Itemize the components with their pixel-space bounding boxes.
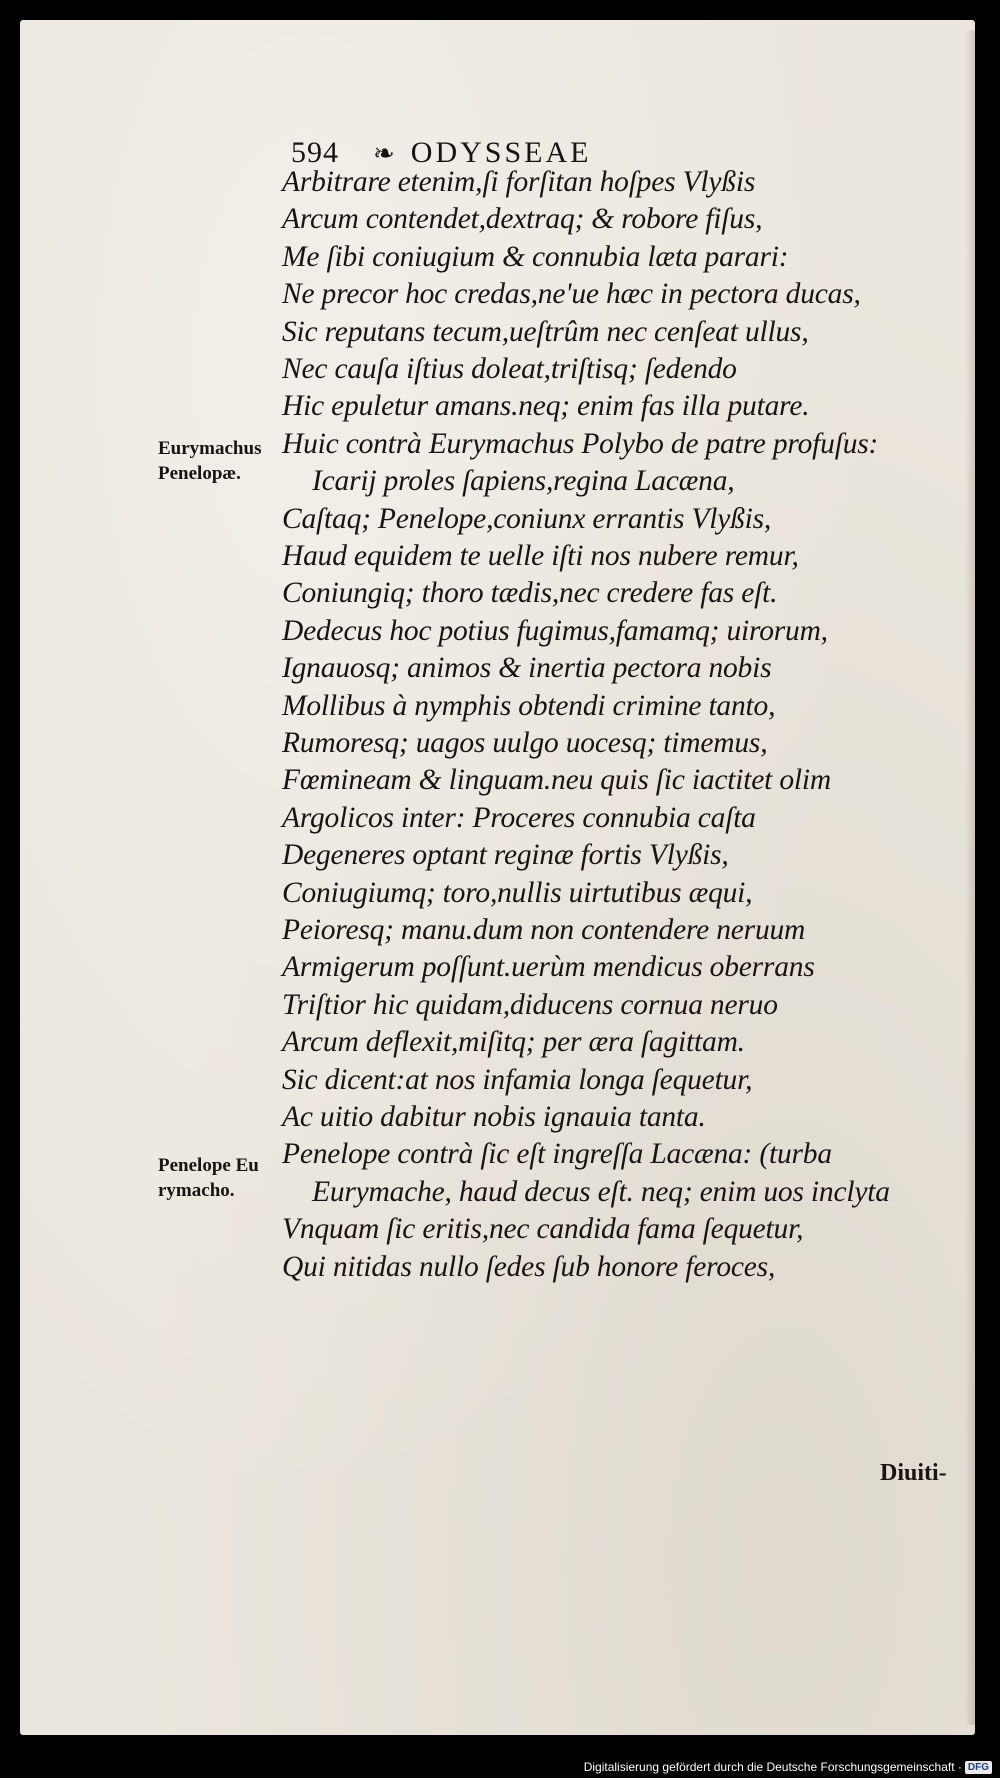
verse-line: Rumoresq; uagos uulgo uocesq; timemus, — [282, 727, 768, 759]
verse-line: Coniugiumq; toro,nullis uirtutibus æqui, — [282, 876, 753, 909]
verse-line: Huic contrà Eurymachus Polybo de patre profuſus: — [282, 427, 879, 460]
verse-line: Eurymache, haud decus eſt. neq; enim uos inclyta — [312, 1175, 890, 1208]
verse-line: Degeneres optant reginæ fortis Vlyßis, — [282, 839, 729, 872]
margin-note-penelope: Penelope Eu rymacho. — [158, 1155, 259, 1201]
verse-line: Argolicos inter: Proceres connubia caſta — [282, 801, 756, 834]
verse-line: Sic reputans tecum,ueſtrûm nec cenſeat ullus, — [282, 315, 809, 348]
verse-line: Arbitrare etenim,ſi forſitan hoſpes Vlyßis — [282, 166, 756, 198]
page-number: 594 — [291, 136, 339, 169]
running-title: ODYSSEAE — [410, 136, 592, 169]
verse-line: Ignauosq; animos & inertia pectora nobis — [282, 652, 772, 685]
verse-line: Vnquam ſic eritis,nec candida fama ſequetur, — [282, 1213, 804, 1246]
verse-line: Arcum deflexit,miſitq; per æra ſagittam. — [282, 1026, 745, 1059]
verse-line: Ac uitio dabitur nobis ignauia tanta. — [282, 1101, 706, 1133]
verse-line: Nec cauſa iſtius doleat,triſtisq; ſedendo — [282, 353, 737, 385]
fleuron-icon: ❧ — [373, 139, 395, 168]
verse-line: Sic dicent:at nos infamia longa ſequetur, — [282, 1063, 753, 1096]
verse-line: Peioresq; manu.dum non contendere neruum — [282, 914, 806, 946]
verse-line: Caſtaq; Penelope,coniunx errantis Vlyßis, — [282, 502, 772, 535]
digitization-credit — [584, 1760, 992, 1774]
verse-line: Armigerum poſſunt.uerùm mendicus oberrans — [282, 951, 815, 984]
verse-line: Qui nitidas nullo ſedes ſub honore feroces, — [282, 1250, 776, 1283]
verse-line: Icarij proles ſapiens,regina Lacæna, — [312, 465, 735, 498]
margin-note-eurymachus: Eurymachus Penelopæ. — [158, 438, 262, 484]
verse-line: Dedecus hoc potius fugimus,famamq; uirorum, — [282, 614, 828, 647]
verse-line: Me ſibi coniugium & connubia læta parari: — [282, 240, 789, 273]
dfg-logo: DFG — [965, 1761, 992, 1774]
verse-line: Penelope contrà ſic eſt ingreſſa Lacæna: (turba — [282, 1138, 832, 1171]
verse-line: Hic epuletur amans.neq; enim fas illa putare. — [282, 390, 810, 423]
verse-line: Arcum contendet,dextraq; & robore fiſus, — [282, 203, 763, 236]
catchword: Diuiti- — [880, 1460, 947, 1486]
verse-line: Triſtior hic quidam,diducens cornua neruo — [282, 988, 778, 1021]
verse-line: Coniungiq; thoro tædis,nec credere fas eſt. — [282, 577, 778, 610]
verse-line: Mollibus à nymphis obtendi crimine tanto, — [282, 689, 776, 722]
verse-line: Haud equidem te uelle iſti nos nubere remur, — [282, 540, 799, 572]
credit-text: Digitalisierung gefördert durch die Deutsche Forschungsgemeinschaft · — [583, 1759, 962, 1774]
page-edge-shadow — [965, 30, 975, 1725]
running-header — [291, 136, 591, 170]
verse-line: Fœmineam & linguam.neu quis ſic iactitet olim — [282, 764, 831, 797]
verse-line: Ne precor hoc credas,ne'ue hæc in pectora ducas, — [282, 278, 861, 311]
